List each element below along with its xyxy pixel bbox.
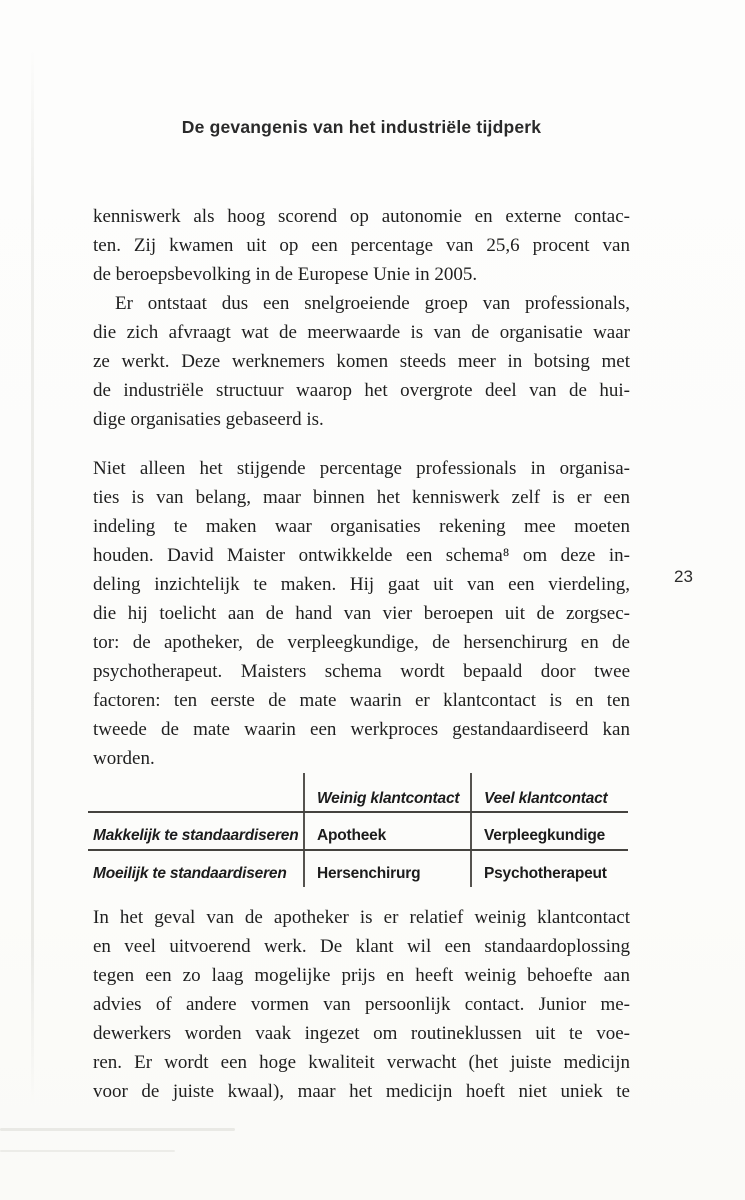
table-cell-apotheek: Apotheek: [303, 813, 470, 849]
text-line: dige organisaties gebaseerd is.: [93, 409, 324, 430]
text-line: ten. Zij kwamen uit op een percentage van 25,6 procent van: [93, 235, 630, 256]
page-number: 23: [674, 567, 693, 586]
table-col-header-veel-klantcontact: Veel klantcontact: [470, 773, 628, 811]
text-line: tegen een zo laag mogelijke prijs en heeft weinig behoefte aan: [93, 965, 630, 986]
text-line: die hij toelicht aan de hand van vier beroepen uit de zorgsec-: [93, 603, 630, 624]
comparison-table: [88, 773, 628, 887]
table-corner-cell: [88, 773, 303, 811]
text-line: Niet alleen het stijgende percentage professionals in organisa-: [93, 458, 630, 479]
table-row-label: Moeilijk te standaardiseren: [93, 865, 287, 882]
text-line: factoren: ten eerste de mate waarin er klantcontact is en ten: [93, 690, 630, 711]
text-line: worden.: [93, 748, 155, 769]
paragraph-1: [93, 202, 630, 289]
text-line: tor: de apotheker, de verpleegkundige, de hersenchirurg en de: [93, 632, 630, 653]
text-line: voor de juiste kwaal), maar het medicijn hoeft niet uniek te: [93, 1081, 630, 1102]
table-row-moeilijk: [88, 849, 628, 887]
text-column: [93, 202, 630, 1106]
text-line: tweede de mate waarin een werkproces gestandaardiseerd kan: [93, 719, 630, 740]
text-line: die zich afvraagt wat de meerwaarde is van de organisatie waar: [93, 322, 630, 343]
text-line: en veel uitvoerend werk. De klant wil een standaardoplossing: [93, 936, 630, 957]
table-cell-verpleegkundige: Verpleegkundige: [470, 813, 628, 849]
text-line: deling inzichtelijk te maken. Hij gaat uit van een vierdeling,: [93, 574, 630, 595]
text-line: psychotherapeut. Maisters schema wordt bepaald door twee: [93, 661, 630, 682]
text-line: de industriële structuur waarop het overgrote deel van de hui-: [93, 380, 630, 401]
text-line: de beroepsbevolking in de Europese Unie in 2005.: [93, 264, 478, 285]
table-row-makkelijk: [88, 811, 628, 849]
table-row-label: Makkelijk te standaardiseren: [93, 827, 299, 844]
paragraph-3: [93, 454, 630, 773]
text-line: ze werkt. Deze werknemers komen steeds meer in botsing met: [93, 351, 630, 372]
scan-artifact-smudge: [0, 1128, 235, 1131]
text-line: indeling te maken waar organisaties rekening mee moeten: [93, 516, 630, 537]
table-header-row: [88, 773, 628, 811]
table-col-header-weinig-klantcontact: Weinig klantcontact: [303, 773, 470, 811]
text-line: houden. David Maister ontwikkelde een schema⁸ om deze in-: [93, 545, 630, 566]
scan-artifact-left-edge: [31, 50, 34, 1105]
scan-artifact-smudge: [0, 1150, 175, 1152]
text-line: Er ontstaat dus een snelgroeiende groep van professionals,: [115, 293, 630, 314]
text-line: ties is van belang, maar binnen het kenniswerk zelf is er een: [93, 487, 630, 508]
running-head: De gevangenis van het industriële tijdperk: [181, 117, 542, 137]
section-gap: [93, 434, 630, 454]
text-line: advies of andere vormen van persoonlijk contact. Junior me-: [93, 994, 630, 1015]
text-line: dewerkers worden vaak ingezet om routineklussen uit te voe-: [93, 1023, 630, 1044]
text-line: In het geval van de apotheker is er relatief weinig klantcontact: [93, 907, 630, 928]
table-cell-psychotherapeut: Psychotherapeut: [470, 851, 628, 887]
paragraph-4: [93, 903, 630, 1106]
text-line: kenniswerk als hoog scorend op autonomie en externe contac-: [93, 206, 630, 227]
paragraph-2: [93, 289, 630, 434]
text-line: ren. Er wordt een hoge kwaliteit verwacht (het juiste medicijn: [93, 1052, 630, 1073]
table-cell-hersenchirurg: Hersenchirurg: [303, 851, 470, 887]
